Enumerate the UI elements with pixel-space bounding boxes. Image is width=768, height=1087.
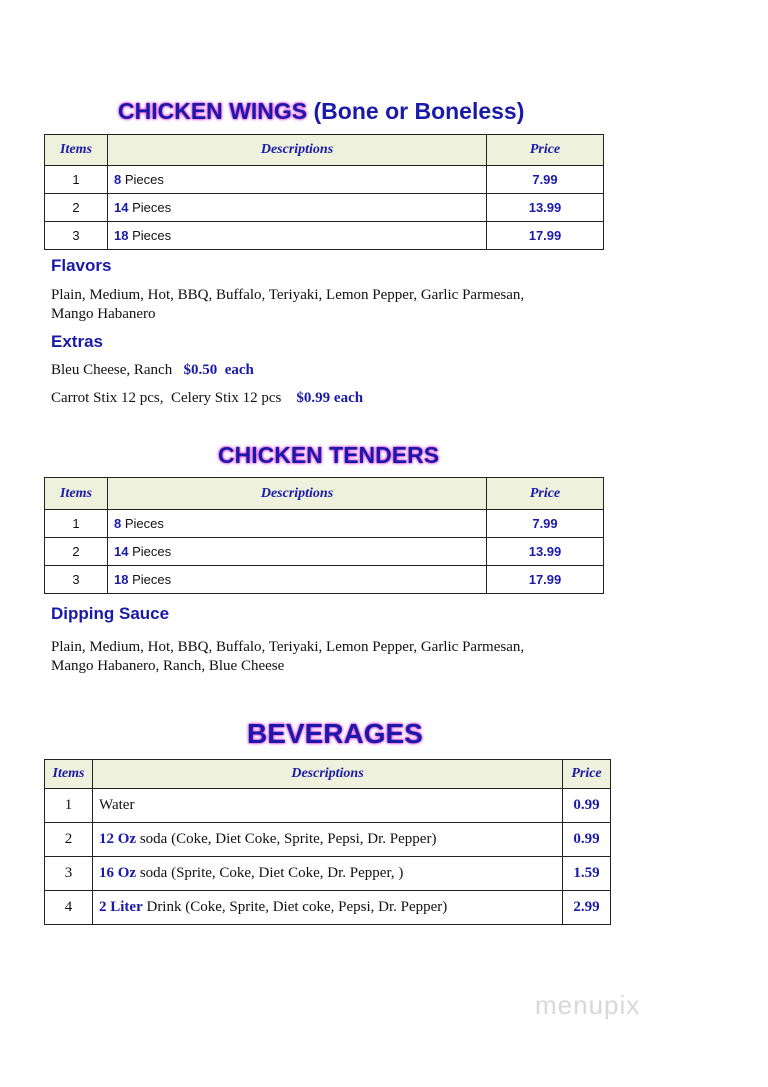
price-header: Price (563, 760, 611, 789)
item-desc-text: soda (Sprite, Coke, Diet Coke, Dr. Pepper, ) (136, 865, 404, 881)
item-qty: 14 (114, 200, 129, 215)
item-number: 4 (45, 891, 93, 925)
descriptions-header: Descriptions (108, 478, 487, 510)
item-number: 2 (45, 538, 108, 566)
item-price: 13.99 (487, 194, 604, 222)
item-qty: 18 (114, 572, 129, 587)
flavors-line: Mango Habanero (51, 306, 156, 322)
table-row (45, 857, 611, 891)
item-unit: Pieces (132, 544, 172, 559)
sauce-line: Plain, Medium, Hot, BBQ, Buffalo, Teriyaki, Lemon Pepper, Garlic Parmesan, (51, 639, 525, 655)
extras-price: $0.50 each (183, 362, 254, 378)
extras-text: Carrot Stix 12 pcs, Celery Stix 12 pcs (51, 390, 282, 406)
item-description (108, 538, 487, 566)
item-number: 1 (45, 166, 108, 194)
item-price: 13.99 (487, 538, 604, 566)
price-header: Price (487, 478, 604, 510)
table-row (45, 823, 611, 857)
item-unit: Pieces (132, 572, 172, 587)
item-unit: Pieces (124, 172, 164, 187)
item-number: 3 (45, 566, 108, 594)
item-qty: 18 (114, 228, 129, 243)
table-row (45, 194, 604, 222)
item-description (93, 891, 563, 925)
item-number: 1 (45, 789, 93, 823)
item-price: 0.99 (563, 789, 611, 823)
item-description (93, 823, 563, 857)
table-row (45, 222, 604, 250)
item-price: 17.99 (487, 566, 604, 594)
item-price: 17.99 (487, 222, 604, 250)
table-row (45, 891, 611, 925)
sauce-line: Mango Habanero, Ranch, Blue Cheese (51, 658, 285, 674)
item-desc-text: Drink (Coke, Sprite, Diet coke, Pepsi, Dr. Pepper) (142, 899, 448, 915)
flavors-title: Flavors (51, 256, 112, 275)
item-desc-text: Water (99, 797, 135, 813)
item-number: 2 (45, 823, 93, 857)
table-row (45, 538, 604, 566)
item-size: 12 Oz (99, 831, 137, 847)
item-size: 16 Oz (99, 865, 137, 881)
tenders-table (44, 477, 604, 594)
table-header-row (45, 135, 604, 166)
extras-item (51, 389, 363, 408)
item-price: 2.99 (563, 891, 611, 925)
descriptions-header: Descriptions (108, 135, 487, 166)
item-desc-text: soda (Coke, Diet Coke, Sprite, Pepsi, Dr. Pepper) (136, 831, 437, 847)
item-description (108, 222, 487, 250)
item-number: 1 (45, 510, 108, 538)
flavors-list (51, 286, 611, 324)
item-unit: Pieces (132, 228, 172, 243)
descriptions-header: Descriptions (93, 760, 563, 789)
item-price: 7.99 (487, 166, 604, 194)
item-price: 0.99 (563, 823, 611, 857)
item-description (108, 194, 487, 222)
dipping-sauce-title: Dipping Sauce (51, 604, 170, 623)
item-qty: 8 (114, 172, 122, 187)
extras-text: Bleu Cheese, Ranch (51, 362, 173, 378)
extras-title: Extras (51, 332, 103, 351)
item-qty: 8 (114, 516, 122, 531)
beverages-table (44, 759, 611, 925)
item-description (108, 166, 487, 194)
table-header-row (45, 760, 611, 789)
table-row (45, 566, 604, 594)
item-size: 2 Liter (99, 899, 143, 915)
wings-heading (118, 98, 524, 125)
item-price: 1.59 (563, 857, 611, 891)
item-price: 7.99 (487, 510, 604, 538)
flavors-line: Plain, Medium, Hot, BBQ, Buffalo, Teriyaki, Lemon Pepper, Garlic Parmesan, (51, 287, 525, 303)
items-header: Items (45, 135, 108, 166)
table-header-row (45, 478, 604, 510)
price-header: Price (487, 135, 604, 166)
beverages-heading: BEVERAGES (247, 718, 423, 749)
item-description (93, 857, 563, 891)
menupix-watermark: menupix (535, 990, 641, 1020)
items-header: Items (45, 760, 93, 789)
extras-price: $0.99 each (296, 390, 364, 406)
wings-title: CHICKEN WINGS (118, 98, 308, 124)
wings-subtitle: (Bone or Boneless) (313, 98, 525, 124)
table-row (45, 166, 604, 194)
item-qty: 14 (114, 544, 129, 559)
dipping-sauce-list (51, 638, 611, 676)
item-description (108, 510, 487, 538)
tenders-heading: CHICKEN TENDERS (218, 442, 440, 468)
item-unit: Pieces (124, 516, 164, 531)
item-number: 3 (45, 857, 93, 891)
item-description (108, 566, 487, 594)
table-row (45, 789, 611, 823)
items-header: Items (45, 478, 108, 510)
wings-table (44, 134, 604, 250)
item-number: 3 (45, 222, 108, 250)
item-number: 2 (45, 194, 108, 222)
table-row (45, 510, 604, 538)
item-unit: Pieces (132, 200, 172, 215)
item-description (93, 789, 563, 823)
extras-item (51, 361, 254, 380)
